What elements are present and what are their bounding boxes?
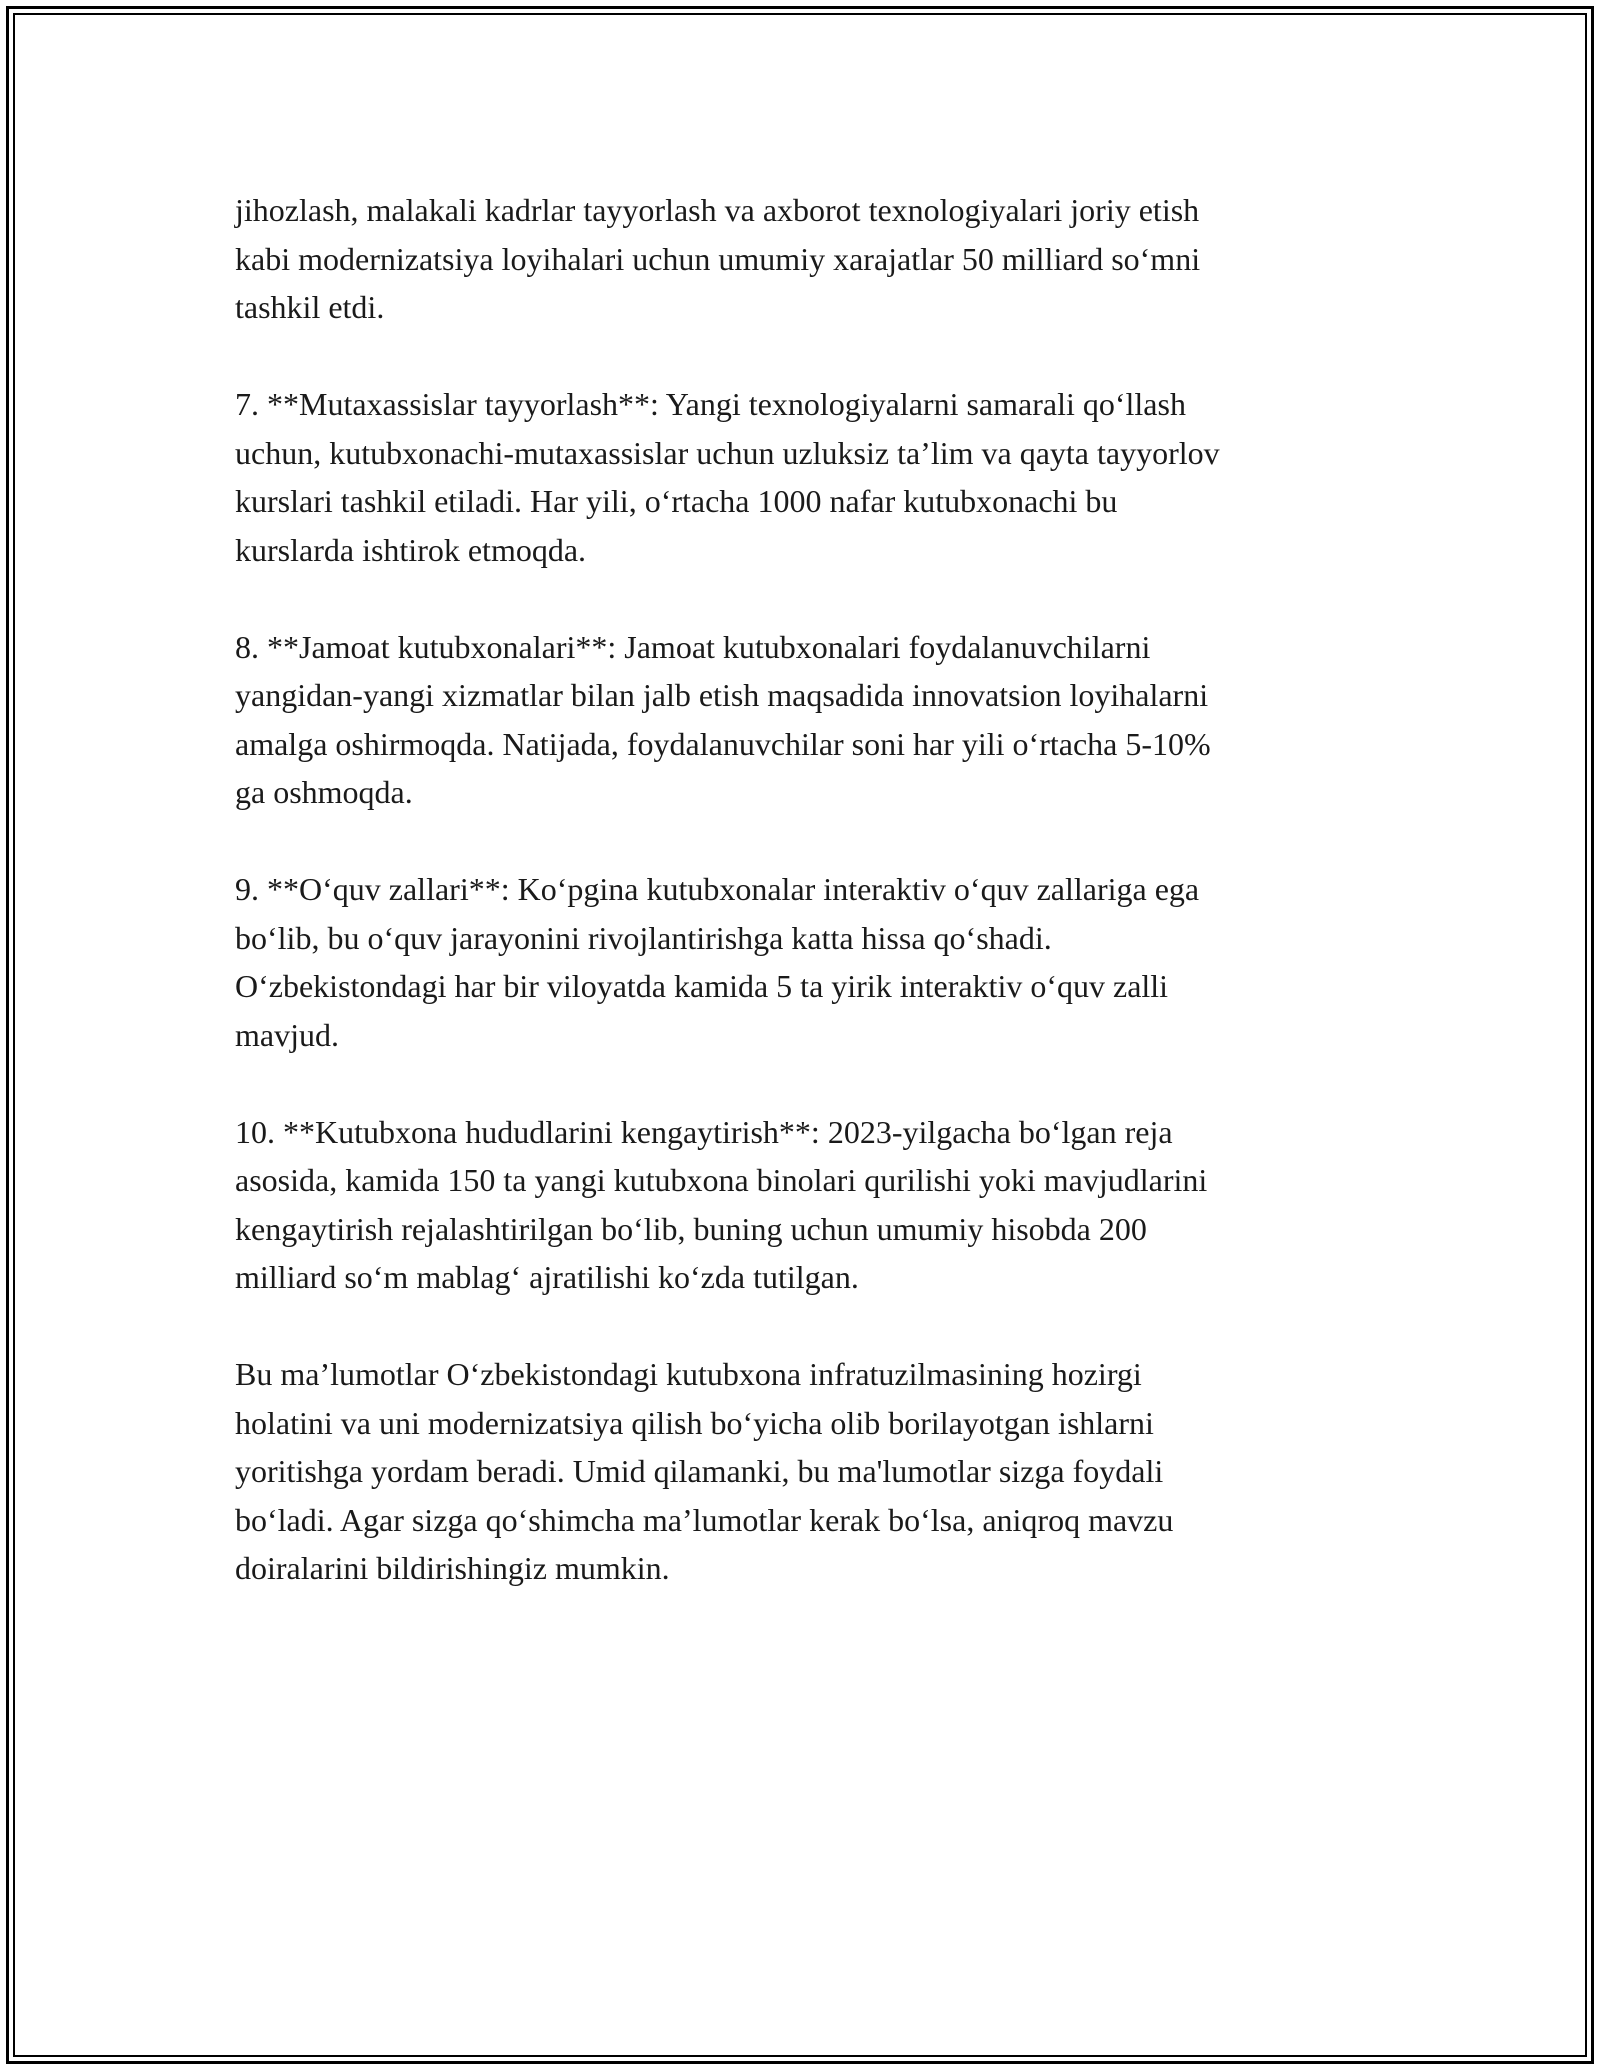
text-line: uchun, kutubxonachi-mutaxassislar uchun uzluksiz ta’lim va qayta tayyorlov xyxy=(235,434,1220,471)
text-line: doiralarini bildirishingiz mumkin. xyxy=(235,1550,670,1586)
text-line: yoritishga yordam beradi. Umid qilamanki, bu ma'lumotlar sizga foydali xyxy=(235,1453,1164,1489)
text-line: bo‘lib, bu o‘quv jarayonini rivojlantirishga katta hissa qo‘shadi. xyxy=(235,919,1052,956)
text-line: kengaytirish rejalashtirilgan bo‘lib, buning uchun umumiy hisobda 200 xyxy=(235,1210,1147,1247)
text-line: Bu ma’lumotlar O‘zbekistondagi kutubxona infratuzilmasining hozirgi xyxy=(235,1356,1142,1392)
text-line: 9. **O‘quv zallari**: Ko‘pgina kutubxonalar interaktiv o‘quv zallariga ega xyxy=(235,871,1200,907)
text-line: ga oshmoqda. xyxy=(235,774,413,810)
text-line: asosida, kamida 150 ta yangi kutubxona binolari qurilishi yoki mavjudlarini xyxy=(235,1162,1208,1198)
text-line: jihozlash, malakali kadrlar tayyorlash va axborot texnologiyalari joriy etish xyxy=(235,192,1200,228)
text-line: 7. **Mutaxassislar tayyorlash**: Yangi texnologiyalarni samarali qo‘llash xyxy=(235,386,1186,422)
text-line: kabi modernizatsiya loyihalari uchun umumiy xarajatlar 50 milliard so‘mni xyxy=(235,240,1201,277)
text-line: yangidan-yangi xizmatlar bilan jalb etish maqsadida innovatsion loyihalarni xyxy=(235,677,1209,713)
text-line: O‘zbekistondagi har bir viloyatda kamida 5 ta yirik interaktiv o‘quv zalli xyxy=(235,968,1169,1004)
text-line: kurslarda ishtirok etmoqda. xyxy=(235,531,587,568)
paragraph-conclusion xyxy=(235,1350,1385,1593)
text-line: kurslari tashkil etiladi. Har yili, o‘rtacha 1000 nafar kutubxonachi bu xyxy=(235,483,1118,519)
text-line: milliard so‘m mablag‘ ajratilishi ko‘zda tutilgan. xyxy=(235,1259,859,1295)
text-line: holatini va uni modernizatsiya qilish bo‘yicha olib borilayotgan ishlarni xyxy=(235,1404,1154,1441)
text-line: mavjud. xyxy=(235,1016,339,1053)
text-line: amalga oshirmoqda. Natijada, foydalanuvchilar soni har yili o‘rtacha 5-10% xyxy=(235,725,1211,762)
paragraph-item-8 xyxy=(235,623,1385,817)
text-line: tashkil etdi. xyxy=(235,289,385,325)
text-line: bo‘ladi. Agar sizga qo‘shimcha ma’lumotlar kerak bo‘lsa, aniqroq mavzu xyxy=(235,1501,1174,1538)
paragraph-item-10 xyxy=(235,1108,1385,1302)
paragraph-item-9 xyxy=(235,865,1385,1059)
text-line: 8. **Jamoat kutubxonalari**: Jamoat kutubxonalari foydalanuvchilarni xyxy=(235,628,1151,665)
paragraph-item-7 xyxy=(235,380,1385,574)
text-line: 10. **Kutubxona hududlarini kengaytirish**: 2023-yilgacha bo‘lgan reja xyxy=(235,1113,1173,1150)
paragraph-continuation xyxy=(235,186,1385,332)
document-body xyxy=(235,186,1385,1641)
